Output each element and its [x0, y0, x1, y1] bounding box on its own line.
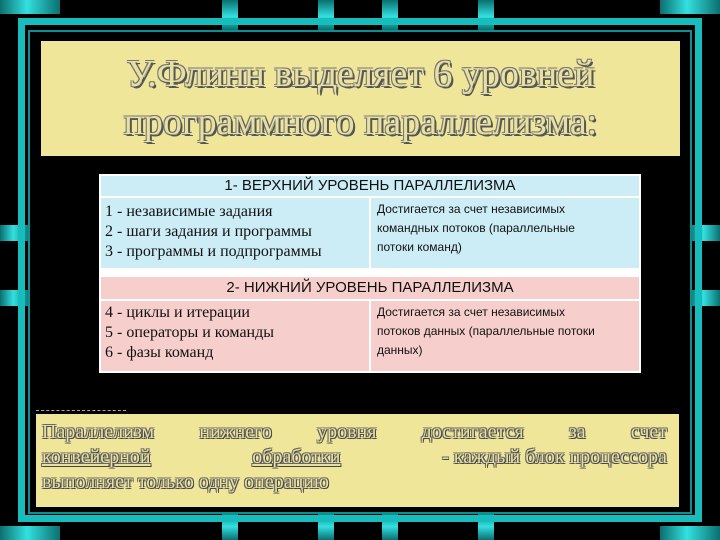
- list-item: 3 - программы и подпрограммы: [105, 243, 322, 260]
- footer-line-2-rest: - каждый блок процессора: [442, 446, 667, 468]
- bottom-level-note: [371, 301, 639, 371]
- bottom-level-items: [101, 301, 369, 371]
- note-line: командных потоков (параллельные: [377, 221, 575, 235]
- footer-line-2: [42, 445, 667, 470]
- list-item: 6 - фазы команд: [105, 344, 214, 361]
- list-item: 5 - операторы и команды: [105, 324, 274, 341]
- bottom-level-header: 2- НИЖНИЙ УРОВЕНЬ ПАРАЛЛЕЛИЗМА: [101, 277, 639, 299]
- footer-text: [42, 420, 667, 495]
- title-line-1: У.Флинн выделяет 6 уровней: [126, 53, 595, 95]
- frame-decoration: [660, 526, 720, 540]
- footer-underlined-word: конвейерной: [42, 446, 151, 468]
- frame-decoration: [0, 0, 60, 14]
- slide-title: [41, 50, 680, 146]
- parallelism-table: [99, 174, 641, 373]
- note-line: данных): [377, 343, 423, 357]
- frame-decoration: [0, 526, 60, 540]
- footer-line-1: Параллелизм нижнего уровня достигается за счет: [42, 421, 667, 443]
- list-item: 1 - независимые задания: [105, 203, 273, 220]
- footer-underlined-word: обработки: [252, 446, 341, 468]
- divider: [36, 410, 126, 411]
- note-line: Достигается за счет независимых: [377, 202, 565, 216]
- list-item: 4 - циклы и итерации: [105, 304, 250, 321]
- top-level-note: [371, 198, 639, 268]
- top-level-items: [101, 198, 369, 268]
- note-line: Достигается за счет независимых: [377, 305, 565, 319]
- frame-decoration: [660, 0, 720, 14]
- footer-line-3: выполняет только одну операцию: [42, 471, 329, 493]
- title-line-2: программного параллелизма:: [123, 101, 598, 143]
- list-item: 2 - шаги задания и программы: [105, 223, 312, 240]
- top-level-header: 1- ВЕРХНИЙ УРОВЕНЬ ПАРАЛЛЕЛИЗМА: [101, 176, 639, 196]
- note-line: потоков данных (параллельные потоки: [377, 324, 595, 338]
- note-line: потоки команд): [377, 240, 462, 254]
